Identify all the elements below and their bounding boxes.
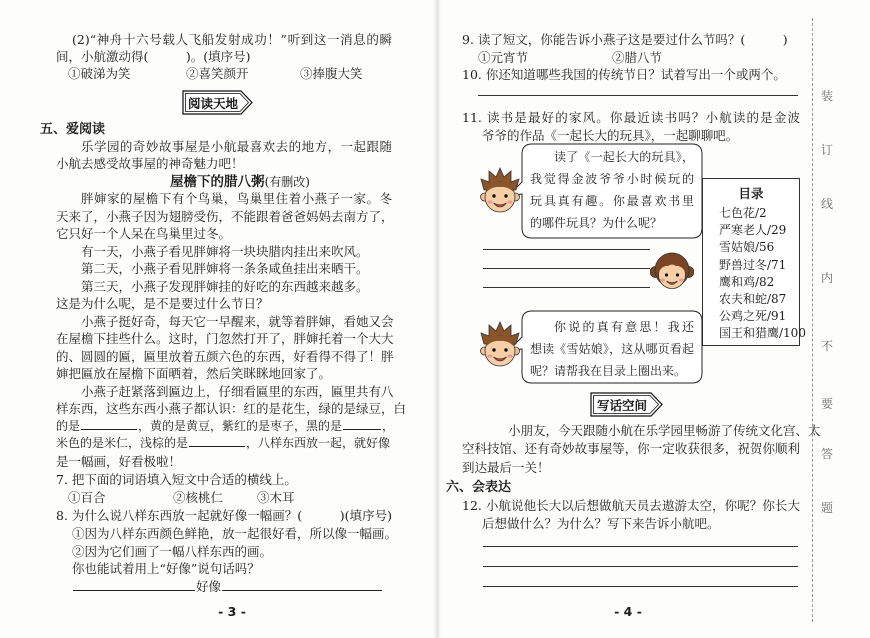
binding-margin-char: 题 <box>820 501 833 515</box>
speech-bubble-1-text <box>530 146 694 234</box>
answer-blank <box>73 579 195 591</box>
story-line: 它只好一个人呆在鸟巢里过冬。 <box>56 226 232 241</box>
story-line: 是一幅画，好看极啦！ <box>56 453 182 469</box>
story-line: 小燕子赶紧落到匾边上，仔细看匾里的东西，匾里共有八 <box>81 383 394 399</box>
page-number-right: - 4 - <box>614 604 642 619</box>
writing-intro-line: 小朋友，今天跟随小航在乐学园里畅游了传统文化宫、太 <box>508 422 821 438</box>
q9-prompt: 9. 读了短文，你能告诉小燕子这是要过什么节吗？( ) <box>462 32 788 47</box>
story-note: (有删改) <box>264 174 310 189</box>
story-line: 小燕子挺好奇，每天它一早醒来，就等着胖婶，看她又会 <box>81 313 394 329</box>
q11-answer-line <box>483 287 650 288</box>
story-body <box>56 190 407 470</box>
story-line: 在屋檐下挂些什么。这时，门忽然打开了，胖婶托着一个大大 <box>56 331 394 346</box>
q12-line: 12. 小航说他长大以后想做航天员去遨游太空，你呢？你长大 <box>462 498 800 513</box>
story-text: 的是 <box>56 418 81 433</box>
binding-margin-char: 答 <box>820 447 833 461</box>
intro-line: 小航去感受故事屋的神奇魅力吧！ <box>56 156 244 171</box>
story-text: 米色的是米仁，浅棕的是 <box>56 436 189 450</box>
bubble-line: 读了《一起长大的玩具》， <box>554 150 694 164</box>
intro-line: 乐学园的奇妙故事屋是小航最喜欢去的地方，一起跟随 <box>81 139 392 154</box>
writing-intro-line: 空科技馆、还有奇妙故事屋等，你一定收获很多，祝贺你顺利 <box>462 441 800 456</box>
bubble-line: 你说的真有意思！我还 <box>554 320 694 334</box>
story-line: 样东西，这些东西小燕子都认识：红的是花生，绿的是绿豆，白 <box>56 401 407 416</box>
question-7 <box>56 471 392 506</box>
story-title: 屋檐下的腊八粥 <box>170 173 265 190</box>
story-heading <box>72 173 408 190</box>
answer-blank <box>222 579 382 591</box>
q2-line-1: (2)“神舟十六号载人飞船发射成功！”听到这一消息的瞬 <box>72 32 392 47</box>
story-text: ，八样东西放一起，就好像 <box>246 436 391 450</box>
q10-prompt: 10. 你还知道哪些我国的传统节日？试着写出一个或两个。 <box>462 67 786 82</box>
writing-banner <box>590 392 664 417</box>
q2-option-3: ③捧腹大笑 <box>300 66 363 81</box>
q8-option-2: ②因为它们画了一幅八样东西的画。 <box>72 543 273 559</box>
binding-margin-char: 订 <box>820 143 833 157</box>
q11-line: 11. 读书是最好的家风。你最近读书吗？小航读的是金波 <box>462 110 800 125</box>
binding-margin-char: 装 <box>820 89 833 103</box>
speech-bubble-2-text <box>530 316 694 382</box>
q12-answer-line <box>483 586 798 587</box>
q10-answer-line <box>478 95 798 96</box>
q7-prompt: 7. 把下面的词语填入短文中合适的横线上。 <box>56 472 297 487</box>
table-of-contents <box>702 178 806 346</box>
toc-item: 公鸡之死/91 <box>719 309 787 324</box>
page-gutter <box>433 0 441 638</box>
q8-prompt: 8. 为什么说八样东西放一起就好像一幅画？( )(填序号) <box>56 508 392 523</box>
section-six-title: 六、会表达 <box>446 479 512 495</box>
bubble-line: 的哪件玩具？为什么呢？ <box>530 216 663 230</box>
binding-dashed-line <box>812 18 813 622</box>
toc-item: 七色花/2 <box>719 206 767 220</box>
q8-sentence-line <box>56 578 392 596</box>
section-six <box>446 479 566 496</box>
toc-title: 目录 <box>738 186 764 201</box>
q11-answer-line <box>483 249 650 250</box>
answer-blank <box>189 435 245 447</box>
story-heading-line <box>72 173 408 190</box>
bubble-line: 玩具真有趣。你最喜欢书里 <box>530 194 694 208</box>
toc-item: 农夫和蛇/87 <box>719 291 787 306</box>
story-line: 胖婶家的屋檐下有个鸟巢，鸟巢里住着小燕子一家。冬 <box>81 191 392 206</box>
story-line-with-blanks <box>56 435 392 453</box>
toc-item: 严寒老人/29 <box>719 223 787 238</box>
q2-option-1: ①破涕为笑 <box>68 66 131 81</box>
q7-option-3: ③木耳 <box>257 489 295 505</box>
reading-banner-label: 阅读天地 <box>187 95 238 111</box>
bubble-line: 呢？请帮我在目录上圈出来。 <box>530 364 687 378</box>
toc-item: 国王和猎鹰/100 <box>719 326 806 341</box>
questions-9-10 <box>462 31 800 84</box>
writing-intro <box>462 422 821 478</box>
toc-item: 野兽过冬/71 <box>719 257 787 272</box>
binding-margin-char: 不 <box>820 339 833 353</box>
section-five-title: 五、爱阅读 <box>40 121 106 137</box>
toc-item: 雪姑娘/56 <box>719 240 775 255</box>
binding-margin-char: 线 <box>820 197 833 211</box>
q7-options <box>56 489 392 507</box>
story-text: ，黄的是黄豆，紫红的是枣子，黑的是 <box>138 418 343 433</box>
boy-avatar-icon <box>478 320 522 370</box>
binding-margin-char: 要 <box>820 397 833 411</box>
story-line: 第二天，小燕子看见胖婶将一条条咸鱼挂出来晒干。 <box>81 261 369 276</box>
q7-option-2: ②核桃仁 <box>173 489 224 505</box>
q8-fill-word: 好像 <box>196 579 222 595</box>
q9-options <box>462 49 800 67</box>
toc-item: 鹰和鸡/82 <box>719 274 775 289</box>
q12-line: 后想做什么？为什么？写下来告诉小航吧。 <box>482 516 720 531</box>
story-line: 这是为什么呢，是不是要过什么节日？ <box>56 296 269 311</box>
q2-line-2: 间，小航激动得( )。(填序号) <box>56 49 251 64</box>
binding-margin-char: 内 <box>820 271 833 285</box>
question-12 <box>462 497 800 533</box>
q9-option-2: ②腊八节 <box>612 49 663 65</box>
story-line-with-blanks <box>56 418 395 436</box>
q9-option-1: ①元宵节 <box>478 49 529 65</box>
q11-answer-line <box>483 268 650 269</box>
writing-banner-label: 写话空间 <box>596 397 647 413</box>
q2-option-2: ②喜笑颜开 <box>186 66 249 81</box>
reading-intro <box>56 138 392 172</box>
story-line: 有一天，小燕子看见胖婶将一块块腊肉挂出来吹风。 <box>81 243 369 259</box>
story-text: ， <box>382 418 395 433</box>
q12-answer-line <box>483 546 798 547</box>
q2-options <box>56 65 392 82</box>
page-number-left: - 3 - <box>218 604 246 619</box>
q11-line: 爷爷的作品《一起长大的玩具》，一起聊聊吧。 <box>482 127 739 143</box>
story-line: 婶把匾放在屋檐下面晒着，然后笑眯眯地回家了。 <box>56 366 332 381</box>
bubble-line: 想读《雪姑娘》，这从哪页看起 <box>530 342 694 356</box>
question-8 <box>56 507 398 596</box>
question-11 <box>462 109 800 144</box>
answer-blank <box>343 418 381 430</box>
reading-banner <box>182 90 254 115</box>
q12-answer-line <box>483 566 798 567</box>
girl-avatar-icon <box>650 248 694 294</box>
bubble-line: 我觉得金波爷爷小时候玩的 <box>530 172 694 186</box>
q7-option-1: ①百合 <box>68 489 106 505</box>
writing-intro-line: 到达最后一关！ <box>462 459 550 475</box>
q8-option-1: ①因为八样东西颜色鲜艳，放一起很好看，所以像一幅画。 <box>72 525 398 541</box>
story-line: 天来了，小燕子因为翅膀受伤，不能跟着爸爸妈妈去南方了， <box>56 208 394 224</box>
section-five <box>40 121 160 138</box>
q8-followup: 你也能试着用上“好像”说句话吗？ <box>72 561 260 577</box>
answer-blank <box>81 418 137 430</box>
story-line: 第三天，小燕子发现胖婶挂的好吃的东西越来越多。 <box>81 278 369 294</box>
story-line: 的、圆圆的匾，匾里放着五颜六色的东西，好看得不得了！胖 <box>56 348 394 364</box>
boy-avatar-icon <box>478 166 522 216</box>
question-2 <box>56 31 392 82</box>
toc-list <box>719 205 806 343</box>
